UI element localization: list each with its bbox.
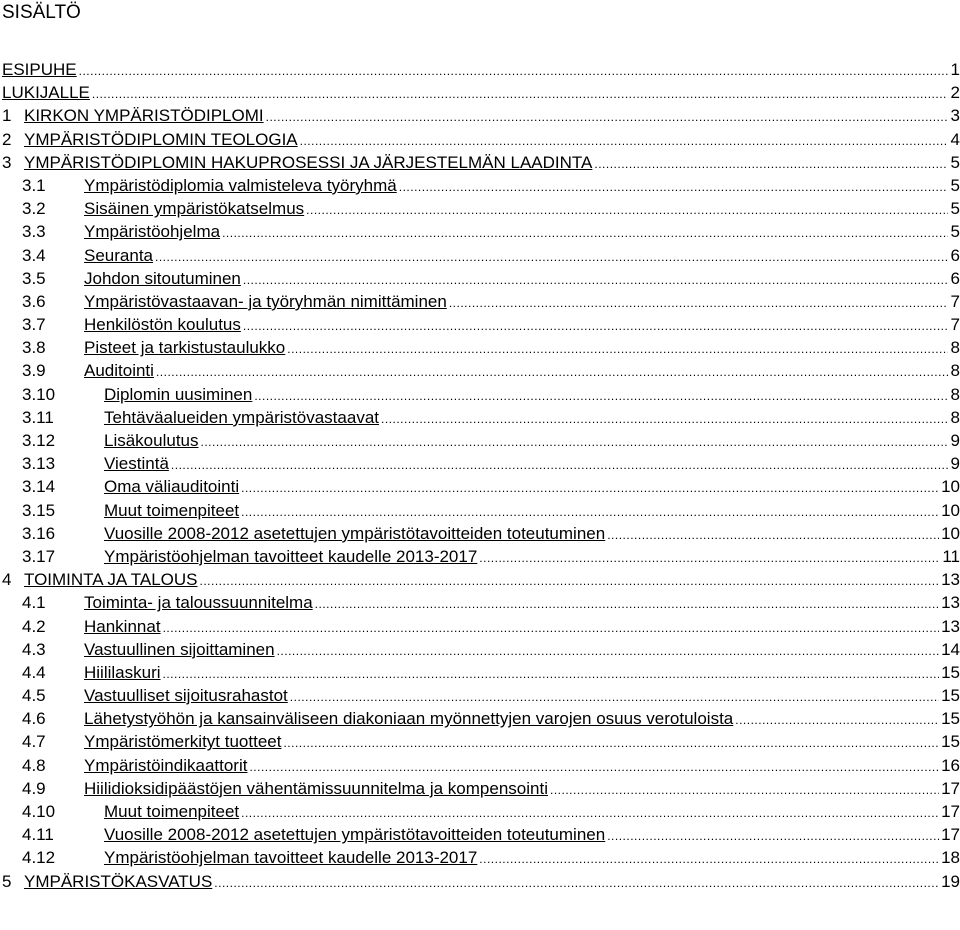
toc-entry[interactable] [2,267,960,290]
dot-leader [449,292,948,315]
toc-entry[interactable] [2,615,960,638]
toc-entry-number: 3.12 [22,431,56,450]
toc-entry-title[interactable]: YMPÄRISTÖDIPLOMIN HAKUPROSESSI JA JÄRJESTELMÄN LAADINTA [24,152,593,172]
toc-entry[interactable] [2,290,960,313]
toc-entry[interactable] [2,244,960,267]
toc-entry-page: 9 [950,454,960,474]
toc-entry[interactable] [2,406,960,429]
toc-entry-title[interactable]: KIRKON YMPÄRISTÖDIPLOMI [24,106,264,126]
toc-entry-page: 5 [950,175,960,195]
toc-entry-page: 8 [950,407,960,427]
toc-entry[interactable] [2,754,960,777]
toc-entry[interactable] [2,58,960,81]
toc-entry-title[interactable]: Diplomin uusiminen [104,384,253,404]
toc-entry-title[interactable]: Muut toimenpiteet [104,500,240,520]
toc-entry-title[interactable]: Lähetystyöhön ja kansainväliseen diakoniaan myönnettyjen varojen osuus verotuloista [84,709,734,729]
toc-entry-title[interactable]: Seuranta [84,245,153,265]
toc-entry-number: 3.9 [22,361,46,381]
toc-entry-page: 5 [950,152,960,172]
dot-leader [290,686,939,709]
toc-entry-page: 5 [950,199,960,219]
toc-entry-number: 4.2 [22,616,46,636]
toc-entry-page: 19 [941,871,960,891]
toc-entry[interactable] [2,846,960,869]
toc-entry[interactable] [2,499,960,522]
toc-entry[interactable] [2,81,960,104]
table-of-contents [2,58,960,893]
toc-entry-page: 9 [950,431,960,450]
dot-leader [399,176,948,199]
toc-entry-title[interactable]: Auditointi [84,361,154,381]
toc-entry-title[interactable]: Tehtäväalueiden ympäristövastaavat [104,407,379,427]
toc-entry-title[interactable]: Pisteet ja tarkistustaulukko [84,338,286,358]
toc-entry-title[interactable]: Vuosille 2008-2012 asetettujen ympäristötavoitteiden toteutuminen [104,825,606,845]
toc-entry-page: 6 [950,245,960,265]
toc-entry-page: 8 [950,361,960,381]
dot-leader [163,663,940,686]
toc-entry-number: 3.17 [22,546,56,566]
toc-entry[interactable] [2,452,960,475]
toc-entry-title[interactable]: LUKIJALLE [2,83,90,103]
toc-entry-number: 3.5 [22,268,46,288]
toc-entry-page: 10 [941,477,960,497]
toc-entry-number: 4.12 [22,848,56,868]
toc-entry-page: 17 [941,778,960,798]
toc-entry-page: 6 [950,268,960,288]
dot-leader [277,640,940,663]
toc-entry-number: 3.3 [22,222,46,242]
toc-entry-title[interactable]: YMPÄRISTÖKASVATUS [24,871,213,891]
toc-entry[interactable] [2,661,960,684]
toc-entry-number: 3.11 [22,407,54,427]
toc-entry-number: 3.4 [22,245,46,265]
toc-entry[interactable] [2,336,960,359]
toc-entry-page: 14 [941,639,960,659]
toc-entry-page: 13 [941,616,960,636]
toc-entry[interactable] [2,870,960,893]
dot-leader [79,60,948,83]
toc-entry-number: 4.4 [22,662,46,682]
dot-leader [241,501,939,524]
toc-entry[interactable] [2,730,960,753]
toc-entry-number: 1 [2,106,12,126]
toc-entry[interactable] [2,568,960,591]
toc-entry[interactable] [2,638,960,661]
toc-entry-page: 15 [941,686,960,706]
toc-entry-title[interactable]: Ympäristöohjelman tavoitteet kaudelle 2013-2017 [104,546,478,566]
toc-entry[interactable] [2,800,960,823]
toc-entry-page: 15 [941,662,960,682]
toc-entry-page: 15 [941,709,960,729]
toc-entry-page: 2 [950,83,960,103]
toc-entry-number: 3.13 [22,454,56,474]
toc-entry-page: 17 [941,825,960,845]
toc-entry-number: 4.1 [22,593,46,613]
dot-leader [200,570,940,593]
dot-leader [266,106,948,129]
toc-entry-title[interactable]: Vuosille 2008-2012 asetettujen ympäristötavoitteiden toteutuminen [104,523,606,543]
toc-entry-title[interactable]: TOIMINTA JA TALOUS [24,570,198,590]
dot-leader [92,83,948,106]
dot-leader [214,872,939,895]
toc-entry-title[interactable]: YMPÄRISTÖDIPLOMIN TEOLOGIA [24,129,298,149]
toc-entry[interactable] [2,197,960,220]
toc-entry-title[interactable]: Henkilöstön koulutus [84,315,241,335]
dot-leader [243,315,948,338]
dot-leader [171,454,948,477]
toc-entry-number: 4.6 [22,709,46,729]
toc-entry-number: 4.7 [22,732,46,752]
toc-entry[interactable] [2,220,960,243]
toc-entry[interactable] [2,545,960,568]
dot-leader [607,825,939,848]
toc-entry-title[interactable]: Johdon sitoutuminen [84,268,241,288]
toc-entry-number: 4.3 [22,639,46,659]
toc-heading: SISÄLTÖ [2,2,81,23]
toc-entry[interactable] [2,777,960,800]
dot-leader [315,593,939,616]
toc-entry-number: 2 [2,129,12,149]
dot-leader [163,617,940,640]
toc-entry-title[interactable]: Viestintä [104,454,169,474]
toc-entry-number: 3.1 [22,175,46,195]
toc-entry-title[interactable]: Muut toimenpiteet [104,802,240,821]
toc-entry-number: 3.16 [22,523,56,543]
toc-entry-number: 3.14 [22,477,56,497]
toc-entry-title[interactable]: Hiililaskuri [84,662,161,682]
dot-leader [594,153,948,176]
toc-entry-number: 4.5 [22,686,46,706]
toc-entry-number: 3 [2,152,12,172]
toc-entry-number: 3.8 [22,338,46,358]
dot-leader [249,756,939,779]
toc-entry[interactable] [2,823,960,846]
toc-entry-number: 4.8 [22,755,46,775]
toc-entry[interactable] [2,104,960,127]
toc-entry-page: 13 [941,593,960,613]
toc-entry[interactable] [2,591,960,614]
dot-leader [254,385,948,408]
toc-entry-page: 8 [950,338,960,358]
dot-leader [300,130,948,153]
toc-entry-page: 8 [950,384,960,404]
toc-entry-title[interactable]: ESIPUHE [2,60,77,79]
dot-leader [287,338,948,361]
dot-leader [155,246,948,269]
toc-entry-number: 4.10 [22,802,56,821]
toc-entry[interactable] [2,359,960,382]
toc-entry-page: 16 [941,755,960,775]
toc-entry-page: 1 [950,60,960,79]
toc-entry-number: 3.2 [22,199,46,219]
dot-leader [550,779,939,802]
toc-entry-title[interactable]: Ympäristöohjelma [84,222,221,242]
toc-entry-number: 4 [2,570,12,590]
toc-entry-number: 4.9 [22,778,46,798]
toc-entry[interactable] [2,684,960,707]
toc-entry-title[interactable]: Ympäristövastaavan- ja työryhmän nimittäminen [84,291,447,311]
toc-entry[interactable] [2,522,960,545]
toc-entry-page: 18 [941,848,960,868]
toc-entry-number: 3.7 [22,315,46,335]
toc-entry-page: 10 [941,500,960,520]
toc-entry-title[interactable]: Vastuullinen sijoittaminen [84,639,275,659]
toc-entry-page: 17 [941,802,960,821]
toc-entry-page: 7 [950,315,960,335]
toc-entry-title[interactable]: Oma väliauditointi [104,477,240,497]
dot-leader [156,361,948,384]
toc-entry[interactable] [2,313,960,336]
toc-entry-number: 5 [2,871,12,891]
dot-leader [479,547,940,570]
dot-leader [479,848,939,871]
toc-entry-title[interactable]: Sisäinen ympäristökatselmus [84,199,305,219]
toc-entry-title[interactable]: Toiminta- ja taloussuunnitelma [84,593,313,613]
toc-entry-title[interactable]: Lisäkoulutus [104,431,199,450]
dot-leader [607,524,939,547]
toc-entry-title[interactable]: Vastuulliset sijoitusrahastot [84,686,288,706]
toc-entry-page: 3 [950,106,960,126]
toc-entry[interactable] [2,128,960,151]
toc-entry[interactable] [2,383,960,406]
toc-entry-page: 13 [941,570,960,590]
toc-entry-title[interactable]: Ympäristöindikaattorit [84,755,248,775]
toc-entry-number: 3.15 [22,500,56,520]
dot-leader [243,269,948,292]
toc-entry-title[interactable]: Ympäristöohjelman tavoitteet kaudelle 2013-2017 [104,848,478,868]
toc-entry-page: 10 [941,523,960,543]
toc-entry-number: 3.10 [22,384,56,404]
dot-leader [241,802,939,825]
toc-entry-page: 5 [950,222,960,242]
dot-leader [241,477,939,500]
toc-entry-title[interactable]: Ympäristömerkityt tuotteet [84,732,282,752]
toc-entry-title[interactable]: Hiilidioksidipäästöjen vähentämissuunnitelma ja kompensointi [84,778,548,798]
dot-leader [283,732,939,755]
toc-entry-page: 11 [942,546,960,566]
toc-entry[interactable] [2,174,960,197]
toc-entry-page: 7 [950,291,960,311]
toc-entry-page: 15 [941,732,960,752]
dot-leader [201,431,948,454]
toc-entry[interactable] [2,429,960,452]
dot-leader [306,199,948,222]
toc-entry-page: 4 [950,129,960,149]
toc-entry[interactable] [2,151,960,174]
dot-leader [735,709,939,732]
toc-entry-title[interactable]: Ympäristödiplomia valmisteleva työryhmä [84,175,397,195]
toc-entry[interactable] [2,707,960,730]
dot-leader [222,222,948,245]
toc-entry-number: 3.6 [22,291,46,311]
toc-entry-title[interactable]: Hankinnat [84,616,161,636]
dot-leader [381,408,948,431]
toc-entry-number: 4.11 [22,825,54,845]
toc-entry[interactable] [2,475,960,498]
